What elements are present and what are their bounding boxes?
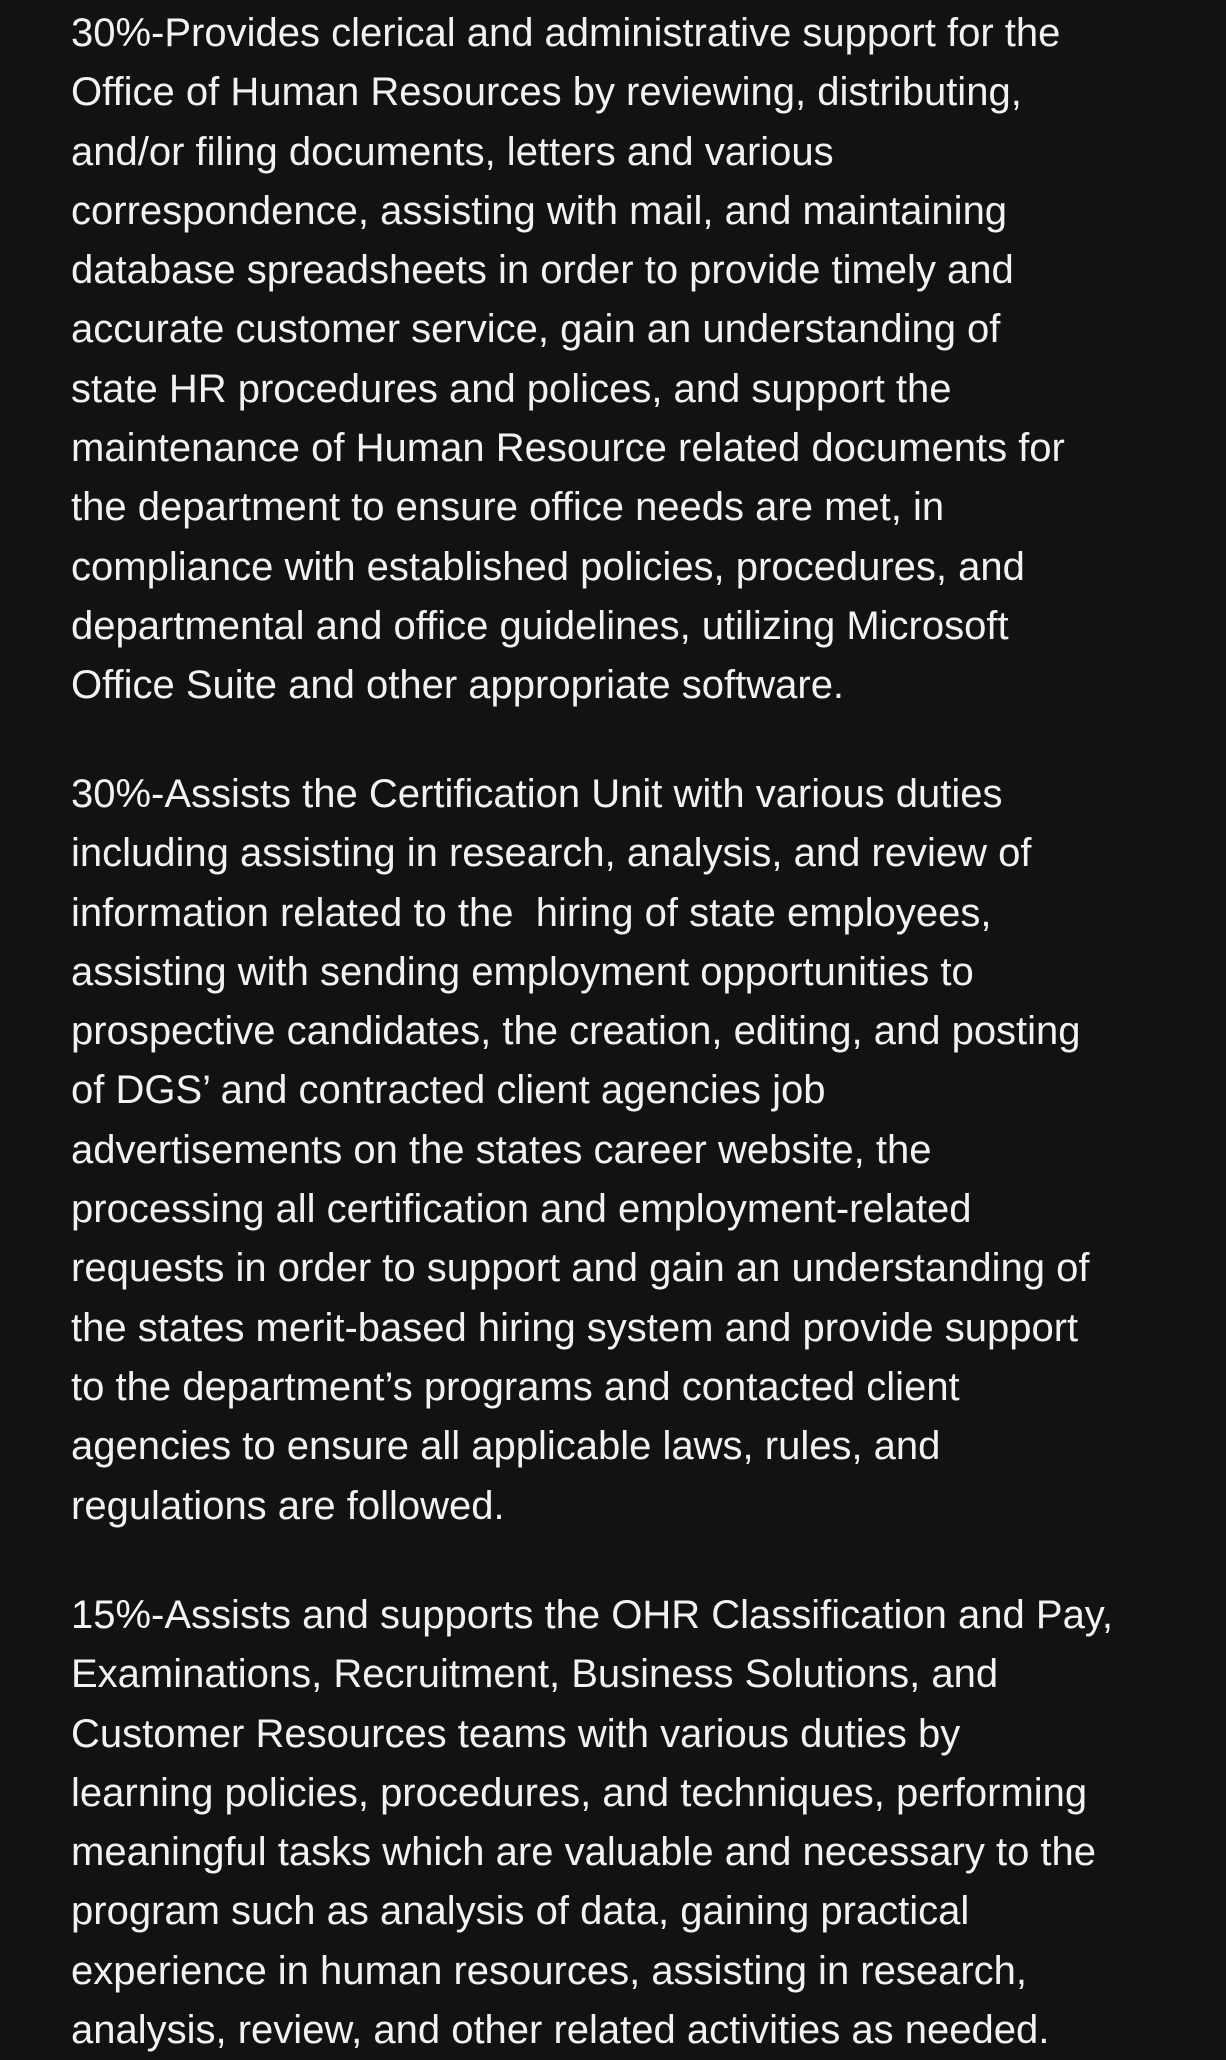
text-line: Office Suite and other appropriate software.	[71, 663, 845, 708]
text-line: and/or filing documents, letters and various	[71, 129, 834, 174]
text-line: program such as analysis of data, gaining practical	[71, 1889, 970, 1934]
text-line: advertisements on the states career website, the	[71, 1127, 932, 1172]
text-line: departmental and office guidelines, utilizing Microsoft	[71, 603, 1009, 648]
text-line: Office of Human Resources by reviewing, distributing,	[71, 70, 1022, 115]
text-line: to the department’s programs and contacted client	[71, 1364, 960, 1409]
text-line: 15%-Assists and supports the OHR Classification and Pay,	[71, 1593, 1113, 1637]
text-line: assisting with sending employment opportunities to	[71, 949, 974, 994]
text-line: correspondence, assisting with mail, and maintaining	[71, 188, 1008, 233]
text-line: prospective candidates, the creation, editing, and posting	[71, 1009, 1081, 1054]
text-line: 30%-Provides clerical and administrative support for the	[71, 11, 1061, 55]
text-line: meaningful tasks which are valuable and necessary to the	[71, 1830, 1097, 1875]
text-line: requests in order to support and gain an understanding of	[71, 1246, 1090, 1291]
text-line: learning policies, procedures, and techniques, performing	[71, 1770, 1088, 1815]
text-line: of DGS’ and contracted client agencies job	[71, 1068, 826, 1113]
duty-paragraph-certification	[71, 765, 1089, 1536]
text-line: Examinations, Recruitment, Business Solutions, and	[71, 1652, 999, 1697]
text-line: the department to ensure office needs are met, in	[71, 485, 945, 530]
duty-paragraph-clerical	[71, 4, 1065, 716]
text-line: database spreadsheets in order to provide timely and	[71, 248, 1014, 293]
duty-paragraph-ohr-support	[71, 1586, 1113, 2060]
text-line: including assisting in research, analysis, and review of	[71, 831, 1032, 876]
text-line: accurate customer service, gain an understanding of	[71, 307, 1001, 352]
text-line: state HR procedures and polices, and support the	[71, 366, 952, 411]
text-line: the states merit-based hiring system and provide support	[71, 1305, 1079, 1350]
text-line: experience in human resources, assisting in research,	[71, 1948, 1028, 1993]
text-line: analysis, review, and other related activities as needed.	[71, 2008, 1050, 2053]
text-line: regulations are followed.	[71, 1483, 505, 1528]
text-line: Customer Resources teams with various duties by	[71, 1711, 961, 1756]
text-line: processing all certification and employment-related	[71, 1187, 972, 1232]
text-line: 30%-Assists the Certification Unit with various duties	[71, 772, 1003, 816]
text-line: maintenance of Human Resource related documents for	[71, 426, 1065, 471]
text-line: agencies to ensure all applicable laws, rules, and	[71, 1424, 941, 1469]
text-line: compliance with established policies, procedures, and	[71, 544, 1025, 589]
text-line: information related to the hiring of state employees,	[71, 890, 992, 935]
